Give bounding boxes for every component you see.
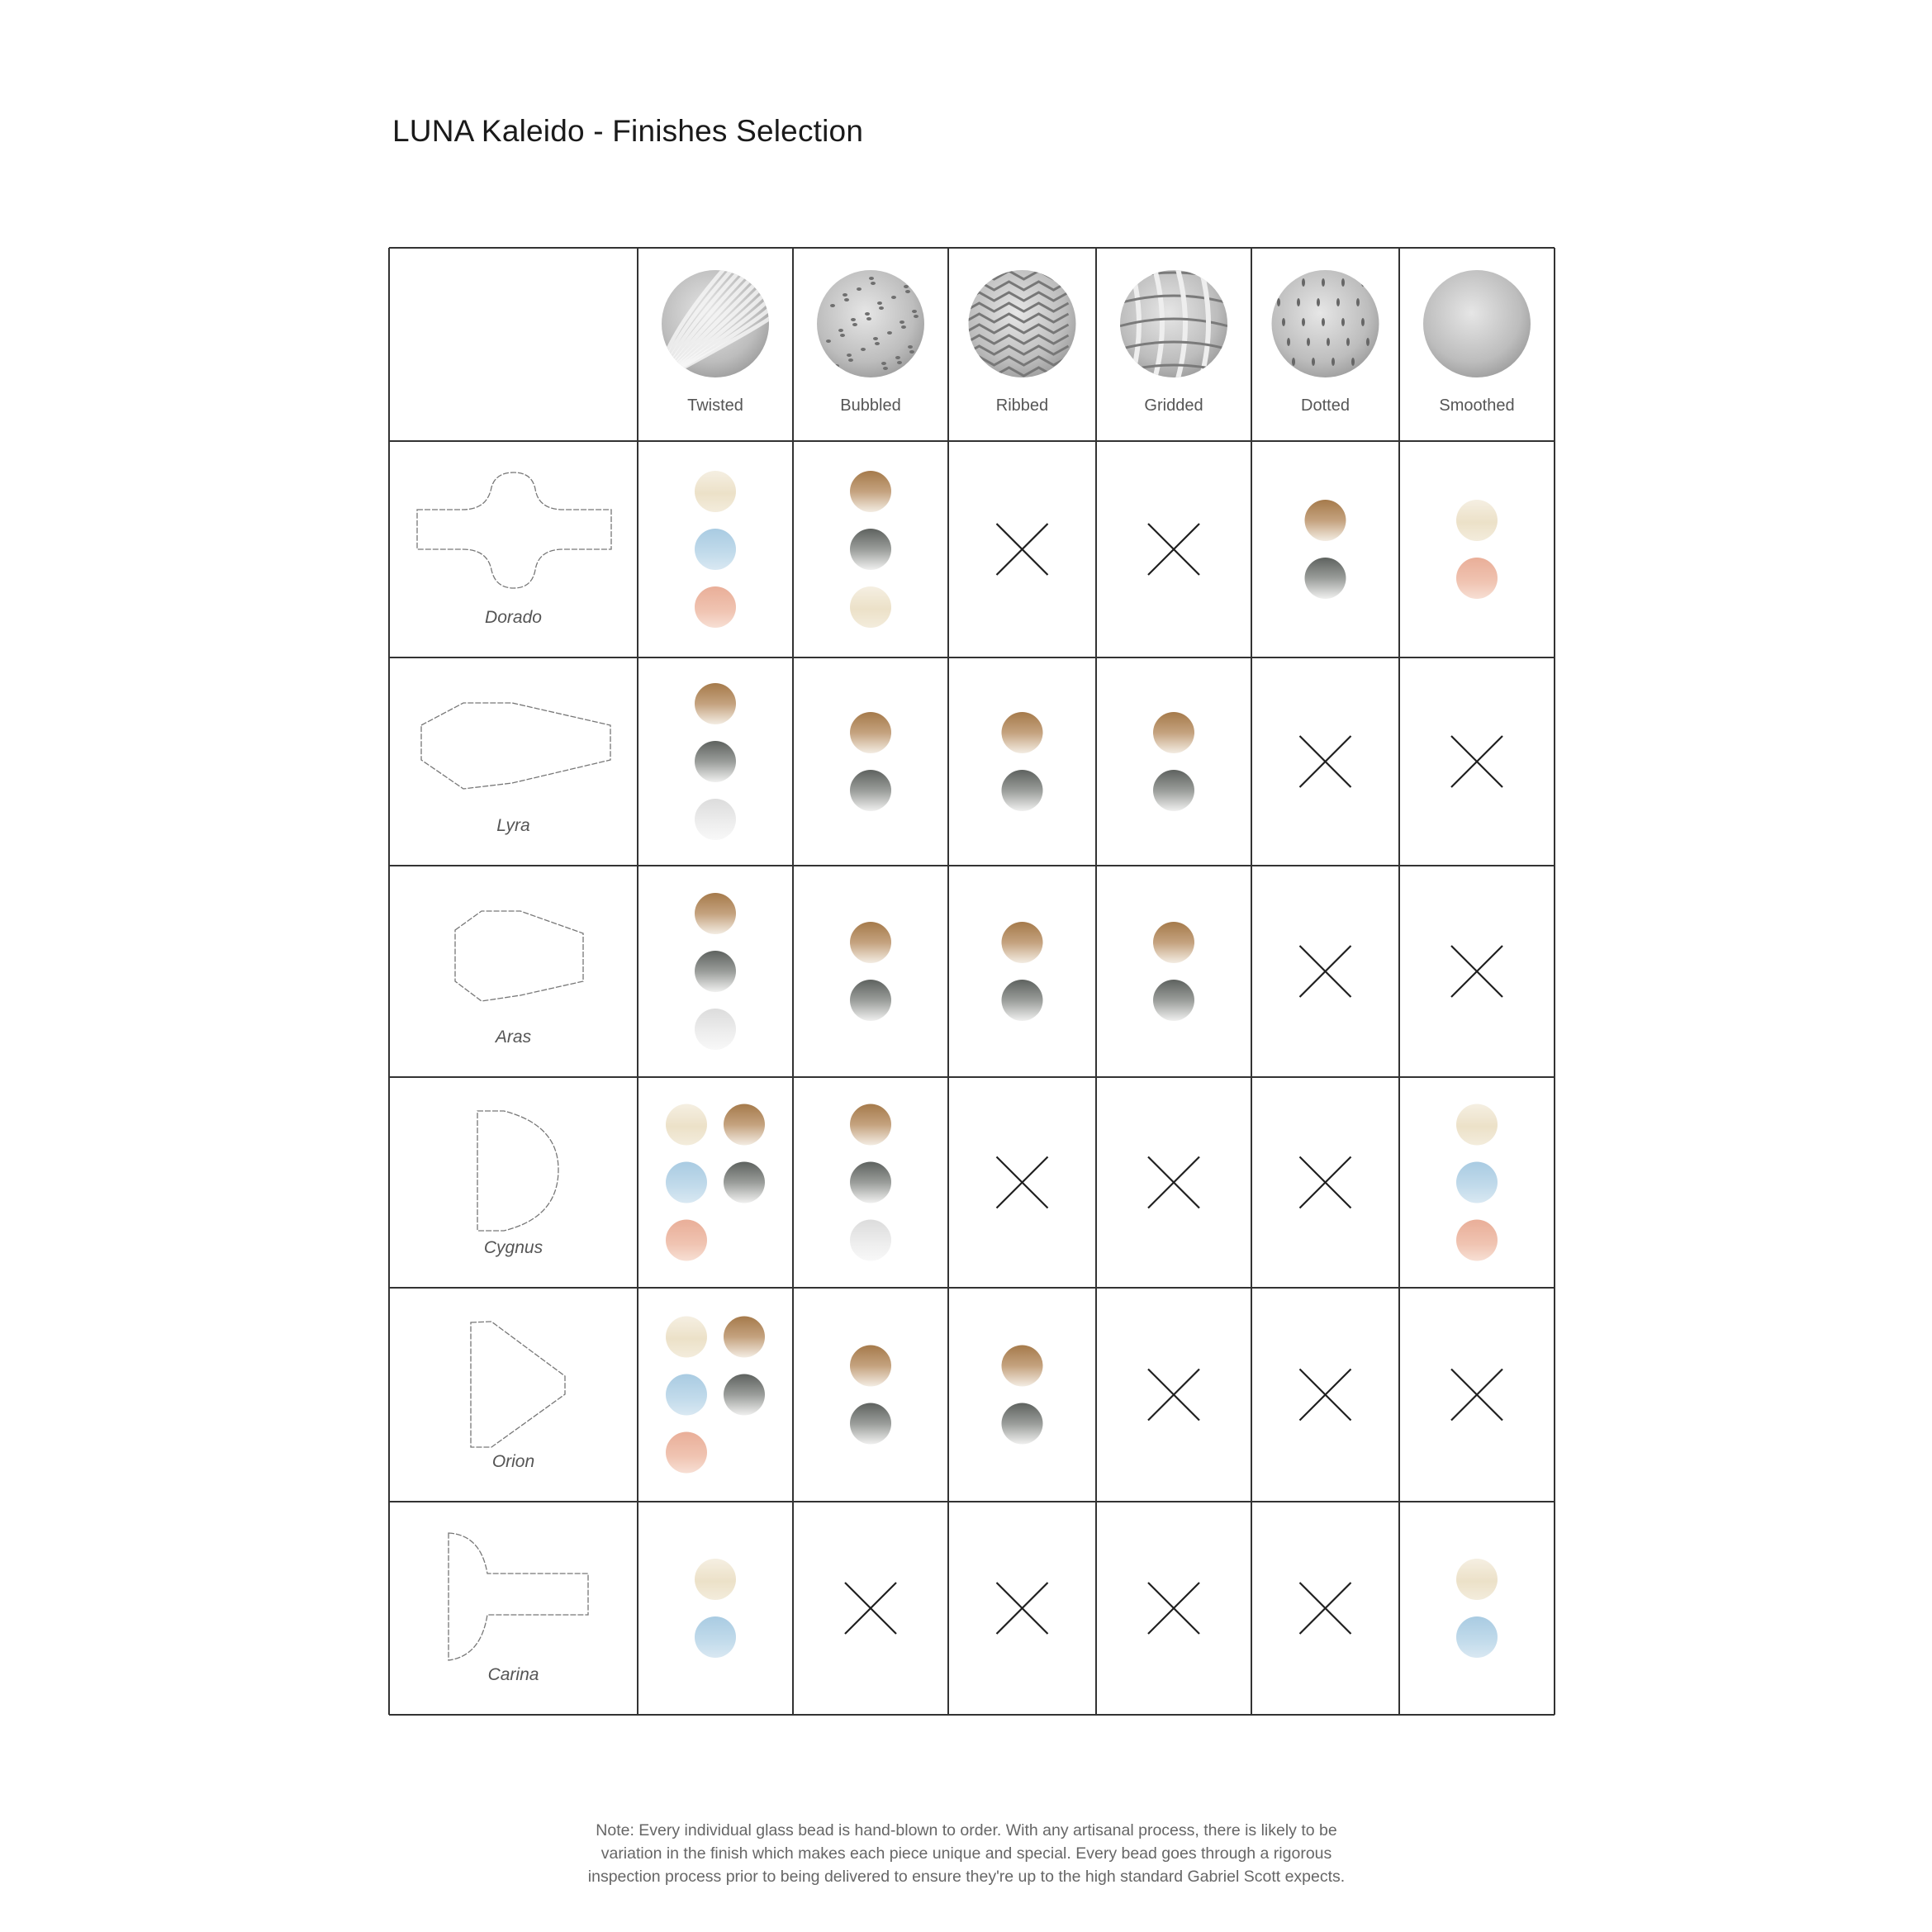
- finish-cell: [1148, 1369, 1199, 1421]
- shape-outline-lyra: [421, 703, 610, 789]
- shape-outline-aras: [455, 911, 583, 1001]
- bead-swatch-amber: [724, 1104, 765, 1146]
- unavailable-x-icon: [1148, 524, 1199, 575]
- unavailable-x-icon: [997, 1157, 1048, 1208]
- bead-swatch-blue: [1456, 1616, 1498, 1658]
- finish-cell: [1153, 712, 1194, 811]
- shape-outline-cygnus: [477, 1111, 558, 1231]
- finish-swatch-dotted: [1272, 270, 1379, 377]
- unavailable-x-icon: [1451, 946, 1502, 997]
- finish-cell: [1451, 946, 1502, 997]
- finish-swatch-bubbled: [817, 270, 924, 377]
- bead-swatch-amber: [1153, 922, 1194, 963]
- shape-outline-orion: [471, 1322, 565, 1447]
- finish-cell: [845, 1583, 896, 1634]
- bead-swatch-smoke: [850, 770, 891, 811]
- finish-cell: [666, 1104, 765, 1261]
- bead-swatch-cream: [1456, 500, 1498, 541]
- finish-cell: [1451, 1369, 1502, 1421]
- bead-swatch-blush: [666, 1432, 707, 1474]
- finish-cell: [850, 712, 891, 811]
- bead-swatch-blue: [666, 1162, 707, 1203]
- bead-swatch-smoke: [850, 980, 891, 1021]
- bead-swatch-smoke: [850, 1162, 891, 1203]
- finish-cell: [850, 1346, 891, 1445]
- finish-cell: [1300, 1583, 1351, 1634]
- bead-swatch-smoke: [724, 1374, 765, 1416]
- bead-swatch-smoke: [1002, 980, 1043, 1021]
- bead-swatch-cream: [666, 1317, 707, 1358]
- table-row: [471, 1317, 1502, 1474]
- bead-swatch-blush: [695, 586, 736, 628]
- note-line: inspection process prior to being delivered to ensure they're up to the high standard Gabriel Scott expects.: [587, 1868, 1346, 1886]
- bead-swatch-smoke: [1002, 1403, 1043, 1445]
- finish-cell: [850, 1104, 891, 1261]
- finish-label: Twisted: [687, 396, 743, 415]
- bead-swatch-cream: [1456, 1104, 1498, 1146]
- finish-cell: [1002, 922, 1043, 1021]
- finish-cell: [695, 683, 736, 840]
- finish-label: Dotted: [1301, 396, 1350, 415]
- bead-swatch-cream: [1456, 1559, 1498, 1600]
- bead-swatch-amber: [850, 712, 891, 753]
- bead-swatch-clear: [850, 1220, 891, 1261]
- bead-swatch-amber: [850, 922, 891, 963]
- finish-swatch-smoothed: [1423, 270, 1531, 377]
- bead-swatch-cream: [850, 586, 891, 628]
- finish-cell: [997, 1157, 1048, 1208]
- table-row: [455, 893, 1502, 1050]
- shape-name: Carina: [487, 1665, 539, 1684]
- bead-swatch-blue: [695, 529, 736, 570]
- finish-cell: [1300, 946, 1351, 997]
- bead-swatch-smoke: [1153, 770, 1194, 811]
- finish-swatch-twisted: [657, 216, 773, 382]
- unavailable-x-icon: [997, 1583, 1048, 1634]
- table-row: [417, 471, 1498, 628]
- shape-name: Aras: [495, 1028, 532, 1047]
- note-line: variation in the finish which makes each piece unique and special. Every bead goes through a rigorous: [600, 1844, 1332, 1863]
- unavailable-x-icon: [1300, 736, 1351, 787]
- bead-swatch-amber: [1002, 712, 1043, 753]
- finish-cell: [1456, 1104, 1498, 1261]
- bead-swatch-smoke: [1305, 558, 1346, 599]
- bead-swatch-amber: [850, 1104, 891, 1146]
- finish-cell: [1456, 500, 1498, 599]
- unavailable-x-icon: [1148, 1583, 1199, 1634]
- shape-name: Orion: [491, 1452, 535, 1471]
- finish-swatch-ribbed: [965, 249, 1076, 387]
- bead-swatch-blue: [666, 1374, 707, 1416]
- unavailable-x-icon: [845, 1583, 896, 1634]
- bead-swatch-blue: [695, 1616, 736, 1658]
- shape-name: Cygnus: [483, 1238, 544, 1257]
- unavailable-x-icon: [1300, 946, 1351, 997]
- unavailable-x-icon: [1148, 1157, 1199, 1208]
- unavailable-x-icon: [997, 524, 1048, 575]
- unavailable-x-icon: [1300, 1157, 1351, 1208]
- bead-swatch-amber: [695, 683, 736, 724]
- finish-cell: [695, 1559, 736, 1658]
- unavailable-x-icon: [1451, 736, 1502, 787]
- bead-swatch-smoke: [1002, 770, 1043, 811]
- shape-outline-dorado: [417, 472, 611, 588]
- finish-swatch-gridded: [1108, 249, 1232, 382]
- footer-note: [512, 1819, 1421, 1888]
- unavailable-x-icon: [1451, 1369, 1502, 1421]
- bead-swatch-amber: [850, 1346, 891, 1387]
- unavailable-x-icon: [1300, 1369, 1351, 1421]
- bead-swatch-amber: [850, 471, 891, 512]
- finish-cell: [1002, 1346, 1043, 1445]
- finish-cell: [1300, 1157, 1351, 1208]
- shape-outline-carina: [449, 1533, 588, 1660]
- finish-cell: [695, 893, 736, 1050]
- finish-label: Bubbled: [840, 396, 901, 415]
- table-row: [477, 1104, 1498, 1261]
- finish-cell: [997, 1583, 1048, 1634]
- shape-name: Dorado: [485, 608, 542, 627]
- unavailable-x-icon: [1300, 1583, 1351, 1634]
- finish-cell: [1456, 1559, 1498, 1658]
- finish-cell: [1148, 1157, 1199, 1208]
- finish-cell: [1305, 500, 1346, 599]
- finish-cell: [1153, 922, 1194, 1021]
- page-title: LUNA Kaleido - Finishes Selection: [392, 114, 864, 148]
- bead-swatch-amber: [1002, 1346, 1043, 1387]
- shape-name: Lyra: [496, 816, 530, 835]
- bead-swatch-blush: [1456, 1220, 1498, 1261]
- bead-swatch-cream: [695, 1559, 736, 1600]
- bead-swatch-cream: [666, 1104, 707, 1146]
- bead-swatch-smoke: [850, 529, 891, 570]
- note-line: Note: Every individual glass bead is hand-blown to order. With any artisanal process, there is likely to be: [596, 1821, 1337, 1839]
- bead-swatch-smoke: [695, 951, 736, 992]
- finish-cell: [695, 471, 736, 628]
- table-row: [421, 683, 1502, 840]
- finish-cell: [997, 524, 1048, 575]
- finish-cell: [850, 922, 891, 1021]
- finish-cell: [1300, 736, 1351, 787]
- table-row: [449, 1533, 1498, 1684]
- bead-swatch-clear: [695, 799, 736, 840]
- bead-swatch-smoke: [1153, 980, 1194, 1021]
- unavailable-x-icon: [1148, 1369, 1199, 1421]
- finish-cell: [666, 1317, 765, 1474]
- bead-swatch-amber: [1305, 500, 1346, 541]
- finish-label: Smoothed: [1439, 396, 1515, 415]
- finish-cell: [1148, 1583, 1199, 1634]
- bead-swatch-cream: [695, 471, 736, 512]
- finish-label: Gridded: [1144, 396, 1203, 415]
- bead-swatch-amber: [1002, 922, 1043, 963]
- bead-swatch-clear: [695, 1009, 736, 1050]
- bead-swatch-smoke: [724, 1162, 765, 1203]
- bead-swatch-smoke: [695, 741, 736, 782]
- bead-swatch-blush: [666, 1220, 707, 1261]
- bead-swatch-smoke: [850, 1403, 891, 1445]
- bead-swatch-blush: [1456, 558, 1498, 599]
- finish-cell: [850, 471, 891, 628]
- finish-cell: [1148, 524, 1199, 575]
- finish-label: Ribbed: [995, 396, 1049, 415]
- finish-cell: [1002, 712, 1043, 811]
- bead-swatch-amber: [1153, 712, 1194, 753]
- finish-cell: [1300, 1369, 1351, 1421]
- bead-swatch-blue: [1456, 1162, 1498, 1203]
- bead-swatch-amber: [695, 893, 736, 934]
- finish-cell: [1451, 736, 1502, 787]
- bead-swatch-amber: [724, 1317, 765, 1358]
